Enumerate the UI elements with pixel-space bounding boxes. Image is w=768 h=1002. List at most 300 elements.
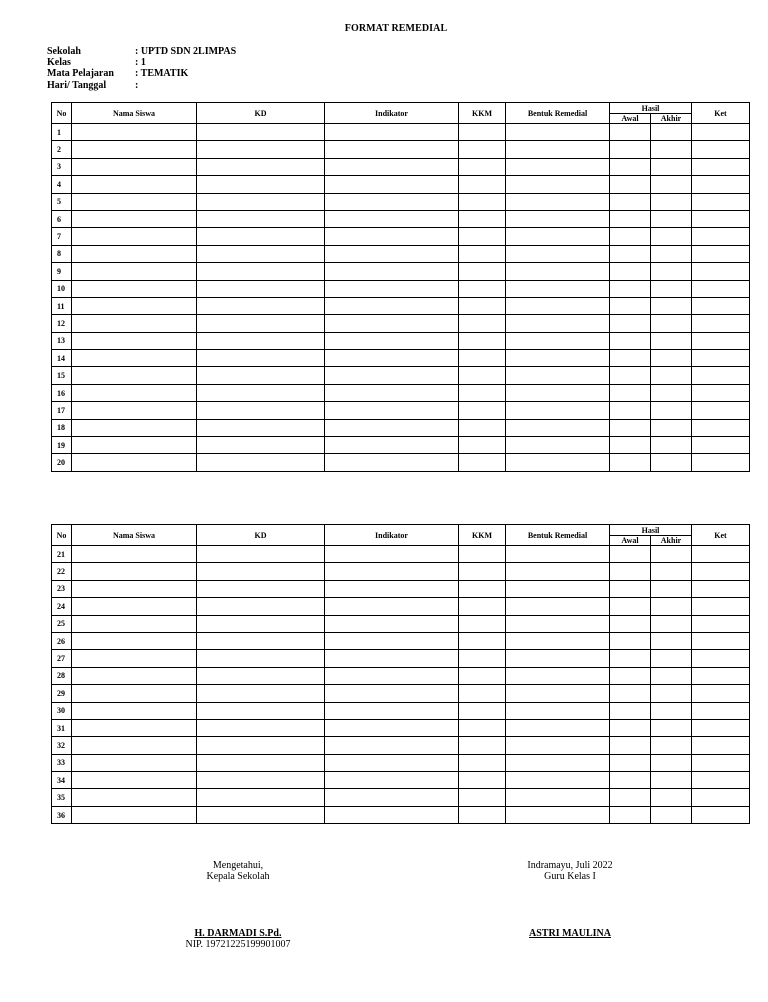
table-cell[interactable]: [459, 685, 506, 702]
table-cell[interactable]: [506, 650, 610, 667]
table-cell[interactable]: [651, 367, 692, 384]
table-cell[interactable]: [506, 789, 610, 806]
table-cell[interactable]: [325, 546, 459, 563]
table-cell[interactable]: [325, 350, 459, 367]
table-cell[interactable]: [325, 667, 459, 684]
table-cell[interactable]: [651, 615, 692, 632]
table-cell[interactable]: [692, 685, 750, 702]
table-cell[interactable]: [72, 702, 197, 719]
table-cell[interactable]: [651, 210, 692, 227]
table-cell[interactable]: [325, 332, 459, 349]
table-cell[interactable]: [197, 563, 325, 580]
table-cell[interactable]: [506, 719, 610, 736]
table-cell[interactable]: [72, 615, 197, 632]
table-cell[interactable]: [506, 315, 610, 332]
table-cell[interactable]: [72, 384, 197, 401]
table-cell[interactable]: [72, 719, 197, 736]
table-cell[interactable]: [692, 806, 750, 823]
table-cell[interactable]: [197, 124, 325, 141]
table-cell[interactable]: [459, 806, 506, 823]
table-cell[interactable]: [325, 124, 459, 141]
table-cell[interactable]: [692, 598, 750, 615]
table-cell[interactable]: [506, 419, 610, 436]
table-cell[interactable]: [459, 176, 506, 193]
table-cell[interactable]: [459, 598, 506, 615]
table-cell[interactable]: [325, 632, 459, 649]
table-cell[interactable]: [692, 158, 750, 175]
table-cell[interactable]: [692, 580, 750, 597]
table-cell[interactable]: [692, 650, 750, 667]
table-cell[interactable]: [610, 650, 651, 667]
table-cell[interactable]: [72, 789, 197, 806]
table-cell[interactable]: [506, 124, 610, 141]
table-cell[interactable]: [651, 437, 692, 454]
signature-left-heading: [178, 860, 298, 882]
table-cell[interactable]: [692, 350, 750, 367]
table-cell[interactable]: [651, 632, 692, 649]
table-cell[interactable]: [197, 598, 325, 615]
table-cell[interactable]: [610, 546, 651, 563]
table-cell[interactable]: [610, 667, 651, 684]
table-row: [52, 546, 750, 563]
table-cell[interactable]: [72, 772, 197, 789]
row-number: 18: [52, 419, 72, 436]
table-cell[interactable]: [72, 685, 197, 702]
table-cell[interactable]: [197, 228, 325, 245]
table-cell[interactable]: [325, 419, 459, 436]
table-cell[interactable]: [506, 685, 610, 702]
table-cell[interactable]: [692, 719, 750, 736]
header-kd: KD: [197, 103, 325, 124]
table-cell[interactable]: [72, 650, 197, 667]
table-cell[interactable]: [506, 615, 610, 632]
table-cell[interactable]: [325, 402, 459, 419]
table-cell[interactable]: [506, 598, 610, 615]
table-cell[interactable]: [651, 141, 692, 158]
table-cell[interactable]: [506, 210, 610, 227]
table-cell[interactable]: [459, 158, 506, 175]
table-cell[interactable]: [325, 297, 459, 314]
table-cell[interactable]: [692, 772, 750, 789]
table-cell[interactable]: [72, 193, 197, 210]
table-cell[interactable]: [610, 719, 651, 736]
table-cell[interactable]: [72, 228, 197, 245]
table-cell[interactable]: [651, 806, 692, 823]
table-row: [52, 402, 750, 419]
table-cell[interactable]: [651, 563, 692, 580]
table-cell[interactable]: [459, 193, 506, 210]
table-cell[interactable]: [506, 667, 610, 684]
table-cell[interactable]: [506, 228, 610, 245]
table-cell[interactable]: [506, 263, 610, 280]
table-cell[interactable]: [692, 141, 750, 158]
table-cell[interactable]: [459, 402, 506, 419]
table-cell[interactable]: [506, 367, 610, 384]
table-cell[interactable]: [692, 667, 750, 684]
table-cell[interactable]: [610, 280, 651, 297]
table-cell[interactable]: [610, 176, 651, 193]
table-cell[interactable]: [325, 141, 459, 158]
table-cell[interactable]: [610, 332, 651, 349]
table-cell[interactable]: [197, 580, 325, 597]
table-cell[interactable]: [506, 332, 610, 349]
table-cell[interactable]: [651, 598, 692, 615]
table-cell[interactable]: [325, 737, 459, 754]
table-cell[interactable]: [459, 245, 506, 262]
table-cell[interactable]: [459, 702, 506, 719]
table-cell[interactable]: [72, 806, 197, 823]
table-cell[interactable]: [610, 580, 651, 597]
table-cell[interactable]: [72, 632, 197, 649]
table-cell[interactable]: [325, 245, 459, 262]
table-cell[interactable]: [459, 141, 506, 158]
table-cell[interactable]: [610, 754, 651, 771]
table-cell[interactable]: [72, 332, 197, 349]
table-cell[interactable]: [651, 332, 692, 349]
table-cell[interactable]: [459, 737, 506, 754]
table-cell[interactable]: [325, 454, 459, 471]
table-cell[interactable]: [692, 632, 750, 649]
table-cell[interactable]: [325, 437, 459, 454]
table-cell[interactable]: [506, 754, 610, 771]
table-cell[interactable]: [651, 580, 692, 597]
table-cell[interactable]: [325, 176, 459, 193]
table-cell[interactable]: [325, 210, 459, 227]
table-cell[interactable]: [459, 315, 506, 332]
table-cell[interactable]: [459, 350, 506, 367]
table-cell[interactable]: [506, 806, 610, 823]
table-cell[interactable]: [325, 685, 459, 702]
signature-left-block: [168, 928, 308, 950]
table-cell[interactable]: [197, 702, 325, 719]
table-cell[interactable]: [197, 419, 325, 436]
table-cell[interactable]: [610, 210, 651, 227]
table-cell[interactable]: [72, 598, 197, 615]
table-cell[interactable]: [459, 789, 506, 806]
table-cell[interactable]: [692, 210, 750, 227]
table-cell[interactable]: [459, 632, 506, 649]
table-cell[interactable]: [325, 384, 459, 401]
table-cell[interactable]: [651, 454, 692, 471]
table-cell[interactable]: [72, 141, 197, 158]
table-cell[interactable]: [506, 737, 610, 754]
table-cell[interactable]: [197, 176, 325, 193]
table-cell[interactable]: [72, 580, 197, 597]
table-cell[interactable]: [651, 245, 692, 262]
table-cell[interactable]: [610, 124, 651, 141]
table-cell[interactable]: [197, 632, 325, 649]
table-cell[interactable]: [692, 367, 750, 384]
table-cell[interactable]: [651, 789, 692, 806]
table-cell[interactable]: [197, 546, 325, 563]
table-cell[interactable]: [506, 546, 610, 563]
table-cell[interactable]: [325, 228, 459, 245]
table-cell[interactable]: [692, 315, 750, 332]
table-cell[interactable]: [197, 402, 325, 419]
table-cell[interactable]: [610, 615, 651, 632]
table-cell[interactable]: [651, 350, 692, 367]
table-cell[interactable]: [72, 419, 197, 436]
table-cell[interactable]: [692, 332, 750, 349]
table-cell[interactable]: [651, 158, 692, 175]
table-cell[interactable]: [651, 719, 692, 736]
table-cell[interactable]: [197, 650, 325, 667]
table-cell[interactable]: [197, 615, 325, 632]
table-cell[interactable]: [72, 280, 197, 297]
table-row: [52, 702, 750, 719]
row-number: 26: [52, 632, 72, 649]
table-cell[interactable]: [197, 685, 325, 702]
table-cell[interactable]: [651, 228, 692, 245]
table-cell[interactable]: [459, 228, 506, 245]
table-cell[interactable]: [692, 297, 750, 314]
table-cell[interactable]: [506, 772, 610, 789]
table-cell[interactable]: [692, 737, 750, 754]
table-row: [52, 384, 750, 401]
table-cell[interactable]: [197, 263, 325, 280]
table-cell[interactable]: [72, 437, 197, 454]
table-cell[interactable]: [197, 245, 325, 262]
table-cell[interactable]: [692, 419, 750, 436]
table-cell[interactable]: [610, 419, 651, 436]
table-cell[interactable]: [651, 685, 692, 702]
table-cell[interactable]: [610, 141, 651, 158]
table-cell[interactable]: [610, 384, 651, 401]
table-cell[interactable]: [197, 789, 325, 806]
table-cell[interactable]: [325, 367, 459, 384]
table-cell[interactable]: [506, 563, 610, 580]
table-cell[interactable]: [610, 632, 651, 649]
table-cell[interactable]: [692, 280, 750, 297]
table-cell[interactable]: [506, 350, 610, 367]
table-cell[interactable]: [459, 367, 506, 384]
table-cell[interactable]: [325, 193, 459, 210]
table-cell[interactable]: [197, 806, 325, 823]
table-cell[interactable]: [506, 437, 610, 454]
table-cell[interactable]: [692, 702, 750, 719]
table-cell[interactable]: [651, 772, 692, 789]
table-cell[interactable]: [72, 124, 197, 141]
table-cell[interactable]: [459, 124, 506, 141]
table-cell[interactable]: [651, 702, 692, 719]
table-cell[interactable]: [325, 754, 459, 771]
table-cell[interactable]: [651, 384, 692, 401]
table-cell[interactable]: [197, 737, 325, 754]
table-cell[interactable]: [197, 437, 325, 454]
table-cell[interactable]: [692, 546, 750, 563]
table-cell[interactable]: [197, 719, 325, 736]
table-cell[interactable]: [506, 632, 610, 649]
table-cell[interactable]: [610, 402, 651, 419]
table-cell[interactable]: [459, 332, 506, 349]
table-cell[interactable]: [197, 297, 325, 314]
table-cell[interactable]: [197, 384, 325, 401]
table-cell[interactable]: [72, 754, 197, 771]
table-cell[interactable]: [459, 546, 506, 563]
table-cell[interactable]: [325, 315, 459, 332]
table-row: [52, 580, 750, 597]
table-cell[interactable]: [692, 228, 750, 245]
table-cell[interactable]: [72, 176, 197, 193]
table-cell[interactable]: [325, 563, 459, 580]
table-cell[interactable]: [692, 454, 750, 471]
table-cell[interactable]: [651, 193, 692, 210]
table-cell[interactable]: [325, 598, 459, 615]
table-cell[interactable]: [651, 667, 692, 684]
table-cell[interactable]: [610, 563, 651, 580]
table-cell[interactable]: [610, 685, 651, 702]
table-cell[interactable]: [325, 789, 459, 806]
table-cell[interactable]: [692, 615, 750, 632]
table-cell[interactable]: [610, 454, 651, 471]
table-cell[interactable]: [459, 754, 506, 771]
table-cell[interactable]: [651, 737, 692, 754]
table-cell[interactable]: [692, 245, 750, 262]
table-cell[interactable]: [610, 228, 651, 245]
table-cell[interactable]: [506, 193, 610, 210]
table-cell[interactable]: [197, 158, 325, 175]
table-cell[interactable]: [506, 454, 610, 471]
table-cell[interactable]: [72, 737, 197, 754]
table-cell[interactable]: [692, 263, 750, 280]
table-cell[interactable]: [325, 806, 459, 823]
table-cell[interactable]: [197, 454, 325, 471]
table-cell[interactable]: [72, 454, 197, 471]
table-cell[interactable]: [506, 158, 610, 175]
table-cell[interactable]: [610, 437, 651, 454]
table-cell[interactable]: [459, 580, 506, 597]
table-cell[interactable]: [459, 384, 506, 401]
table-cell[interactable]: [610, 598, 651, 615]
table-cell[interactable]: [72, 546, 197, 563]
table-cell[interactable]: [651, 280, 692, 297]
table-cell[interactable]: [506, 141, 610, 158]
table-cell[interactable]: [459, 210, 506, 227]
table-cell[interactable]: [72, 563, 197, 580]
table-row: [52, 193, 750, 210]
table-cell[interactable]: [651, 754, 692, 771]
table-cell[interactable]: [325, 580, 459, 597]
table-cell[interactable]: [459, 419, 506, 436]
table-cell[interactable]: [610, 158, 651, 175]
table-cell[interactable]: [610, 806, 651, 823]
table-cell[interactable]: [197, 193, 325, 210]
table-cell[interactable]: [692, 563, 750, 580]
table-cell[interactable]: [459, 615, 506, 632]
table-cell[interactable]: [610, 367, 651, 384]
table-cell[interactable]: [610, 772, 651, 789]
table-cell[interactable]: [197, 280, 325, 297]
header-kkm: KKM: [459, 525, 506, 546]
table-cell[interactable]: [325, 772, 459, 789]
table-cell[interactable]: [325, 158, 459, 175]
table-cell[interactable]: [459, 563, 506, 580]
table-cell[interactable]: [651, 402, 692, 419]
table-cell[interactable]: [651, 176, 692, 193]
table-cell[interactable]: [692, 789, 750, 806]
table-cell[interactable]: [506, 297, 610, 314]
table-cell[interactable]: [692, 193, 750, 210]
table-cell[interactable]: [459, 667, 506, 684]
table-cell[interactable]: [651, 124, 692, 141]
table-cell[interactable]: [610, 245, 651, 262]
table-cell[interactable]: [197, 332, 325, 349]
table-cell[interactable]: [459, 263, 506, 280]
table-cell[interactable]: [610, 702, 651, 719]
table-cell[interactable]: [610, 315, 651, 332]
table-cell[interactable]: [651, 297, 692, 314]
table-cell[interactable]: [459, 437, 506, 454]
table-cell[interactable]: [72, 210, 197, 227]
table-cell[interactable]: [197, 754, 325, 771]
table-cell[interactable]: [325, 719, 459, 736]
table-cell[interactable]: [325, 263, 459, 280]
table-cell[interactable]: [325, 280, 459, 297]
table-cell[interactable]: [459, 650, 506, 667]
table-cell[interactable]: [325, 650, 459, 667]
table-cell[interactable]: [325, 615, 459, 632]
table-cell[interactable]: [459, 454, 506, 471]
table-cell[interactable]: [197, 667, 325, 684]
table-cell[interactable]: [506, 402, 610, 419]
table-cell[interactable]: [651, 315, 692, 332]
table-cell[interactable]: [692, 384, 750, 401]
table-cell[interactable]: [651, 650, 692, 667]
table-cell[interactable]: [72, 245, 197, 262]
table-cell[interactable]: [459, 772, 506, 789]
table-cell[interactable]: [197, 141, 325, 158]
table-cell[interactable]: [72, 158, 197, 175]
table-cell[interactable]: [610, 789, 651, 806]
table-cell[interactable]: [72, 367, 197, 384]
table-cell[interactable]: [506, 176, 610, 193]
table-cell[interactable]: [506, 580, 610, 597]
table-cell[interactable]: [72, 667, 197, 684]
table-cell[interactable]: [610, 737, 651, 754]
table-cell[interactable]: [197, 350, 325, 367]
table-cell[interactable]: [72, 350, 197, 367]
table-cell[interactable]: [610, 297, 651, 314]
table-cell[interactable]: [610, 350, 651, 367]
table-cell[interactable]: [197, 772, 325, 789]
table-cell[interactable]: [651, 419, 692, 436]
table-cell[interactable]: [72, 315, 197, 332]
table-cell[interactable]: [197, 210, 325, 227]
table-cell[interactable]: [325, 702, 459, 719]
table-cell[interactable]: [459, 297, 506, 314]
table-cell[interactable]: [197, 315, 325, 332]
table-cell[interactable]: [506, 245, 610, 262]
table-cell[interactable]: [506, 280, 610, 297]
table-cell[interactable]: [692, 402, 750, 419]
table-cell[interactable]: [692, 176, 750, 193]
table-cell[interactable]: [692, 754, 750, 771]
table-cell[interactable]: [72, 297, 197, 314]
table-cell[interactable]: [651, 546, 692, 563]
table-cell[interactable]: [692, 437, 750, 454]
table-cell[interactable]: [692, 124, 750, 141]
table-cell[interactable]: [72, 402, 197, 419]
table-cell[interactable]: [72, 263, 197, 280]
table-cell[interactable]: [197, 367, 325, 384]
table-cell[interactable]: [651, 263, 692, 280]
table-cell[interactable]: [506, 702, 610, 719]
table-cell[interactable]: [459, 719, 506, 736]
table-cell[interactable]: [506, 384, 610, 401]
table-cell[interactable]: [610, 193, 651, 210]
table-cell[interactable]: [610, 263, 651, 280]
table-cell[interactable]: [459, 280, 506, 297]
